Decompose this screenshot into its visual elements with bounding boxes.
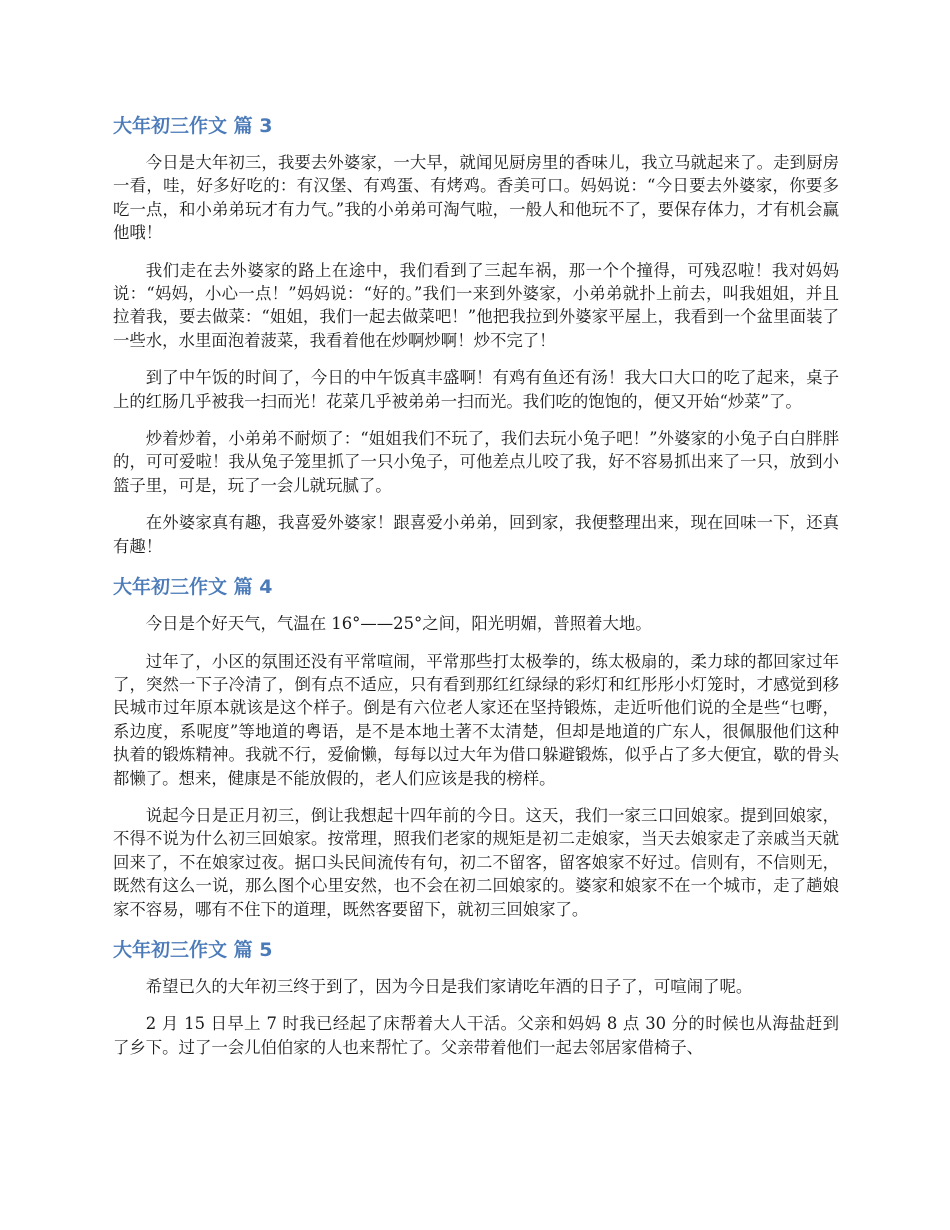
section-title: 大年初三作文 篇 4 — [113, 576, 273, 599]
paragraph: 我们走在去外婆家的路上在途中，我们看到了三起车祸，那一个个撞得，可残忍啦！我对妈妈说：“妈妈，小心一点！”妈妈说：“好的。”我们一来到外婆家，小弟弟就扑上前去，叫我姐姐，并且拉着我，要去做菜：“姐姐，我们一起去做菜吧！”他把我拉到外婆家平屋上，我看到一个盆里面装了一些水，水里面泡着菠菜，我看着他在炒啊炒啊！炒不完了！ — [113, 260, 839, 350]
paragraph: 说起今日是正月初三，倒让我想起十四年前的今日。这天，我们一家三口回娘家。提到回娘家，不得不说为什么初三回娘家。按常理，照我们老家的规矩是初二走娘家，当天去娘家走了亲戚当天就回来了，不在娘家过夜。据口头民间流传有句，初二不留客，留客娘家不好过。信则有，不信则无，既然有这么一说，那么图个心里安然，也不会在初二回娘家的。婆家和娘家不在一个城市，走了趟娘家不容易，哪有不住下的道理，既然客要留下，就初三回娘家了。 — [113, 805, 839, 919]
paragraph: 今日是个好天气，气温在 16°——25°之间，阳光明媚，普照着大地。 — [145, 614, 652, 634]
section-title: 大年初三作文 篇 5 — [113, 938, 273, 961]
document-page — [113, 111, 839, 1073]
paragraph: 过年了，小区的氛围还没有平常喧闹，平常那些打太极拳的，练太极扇的，柔力球的都回家过年了，突然一下子冷清了，倒有点不适应，只有看到那红红绿绿的彩灯和红彤彤小灯笼时，才感觉到移民城市过年原本就该是这个样子。倒是有六位老人家还在坚持锻炼，走近听他们说的全是些“乜嘢，系边度，系呢度”等地道的粤语，是不是本地土著不太清楚，但却是地道的广东人，很佩服他们这种执着的锻炼精神。我就不行，爱偷懒，每每以过大年为借口躲避锻炼，似乎占了多大便宜，歇的骨头都懒了。想来，健康是不能放假的，老人们应该是我的榜样。 — [113, 651, 839, 788]
paragraph: 炒着炒着，小弟弟不耐烦了：“姐姐我们不玩了，我们去玩小兔子吧！”外婆家的小兔子白白胖胖的，可可爱啦！我从兔子笼里抓了一只小兔子，可他差点儿咬了我，好不容易抓出来了一只，放到小篮子里，可是，玩了一会儿就玩腻了。 — [113, 429, 839, 495]
paragraph: 2 月 15 日早上 7 时我已经起了床帮着大人干活。父亲和妈妈 8 点 30 分的时候也从海盐赶到了乡下。过了一会儿伯伯家的人也来帮忙了。父亲带着他们一起去邻居家借椅子、 — [113, 1014, 839, 1057]
paragraph: 希望已久的大年初三终于到了，因为今日是我们家请吃年酒的日子了，可喧闹了呢。 — [145, 976, 753, 996]
section-title: 大年初三作文 篇 3 — [113, 115, 273, 137]
paragraph: 在外婆家真有趣，我喜爱外婆家！跟喜爱小弟弟，回到家，我便整理出来，现在回味一下，还真有趣！ — [113, 513, 839, 556]
paragraph: 今日是大年初三，我要去外婆家，一大早，就闻见厨房里的香味儿，我立马就起来了。走到厨房一看，哇，好多好吃的：有汉堡、有鸡蛋、有烤鸡。香美可口。妈妈说：“今日要去外婆家，你要多吃一点，和小弟弟玩才有力气。”我的小弟弟可淘气啦，一般人和他玩不了，要保存体力，才有机会赢他哦！ — [113, 153, 839, 243]
essay-section-4 — [113, 572, 839, 921]
paragraph: 到了中午饭的时间了，今日的中午饭真丰盛啊！有鸡有鱼还有汤！我大口大口的吃了起来，桌子上的红肠几乎被我一扫而光！花菜几乎被弟弟一扫而光。我们吃的饱饱的，便又开始“炒菜”了。 — [113, 368, 839, 411]
essay-section-5 — [113, 935, 839, 1059]
essay-section-3 — [113, 111, 839, 558]
